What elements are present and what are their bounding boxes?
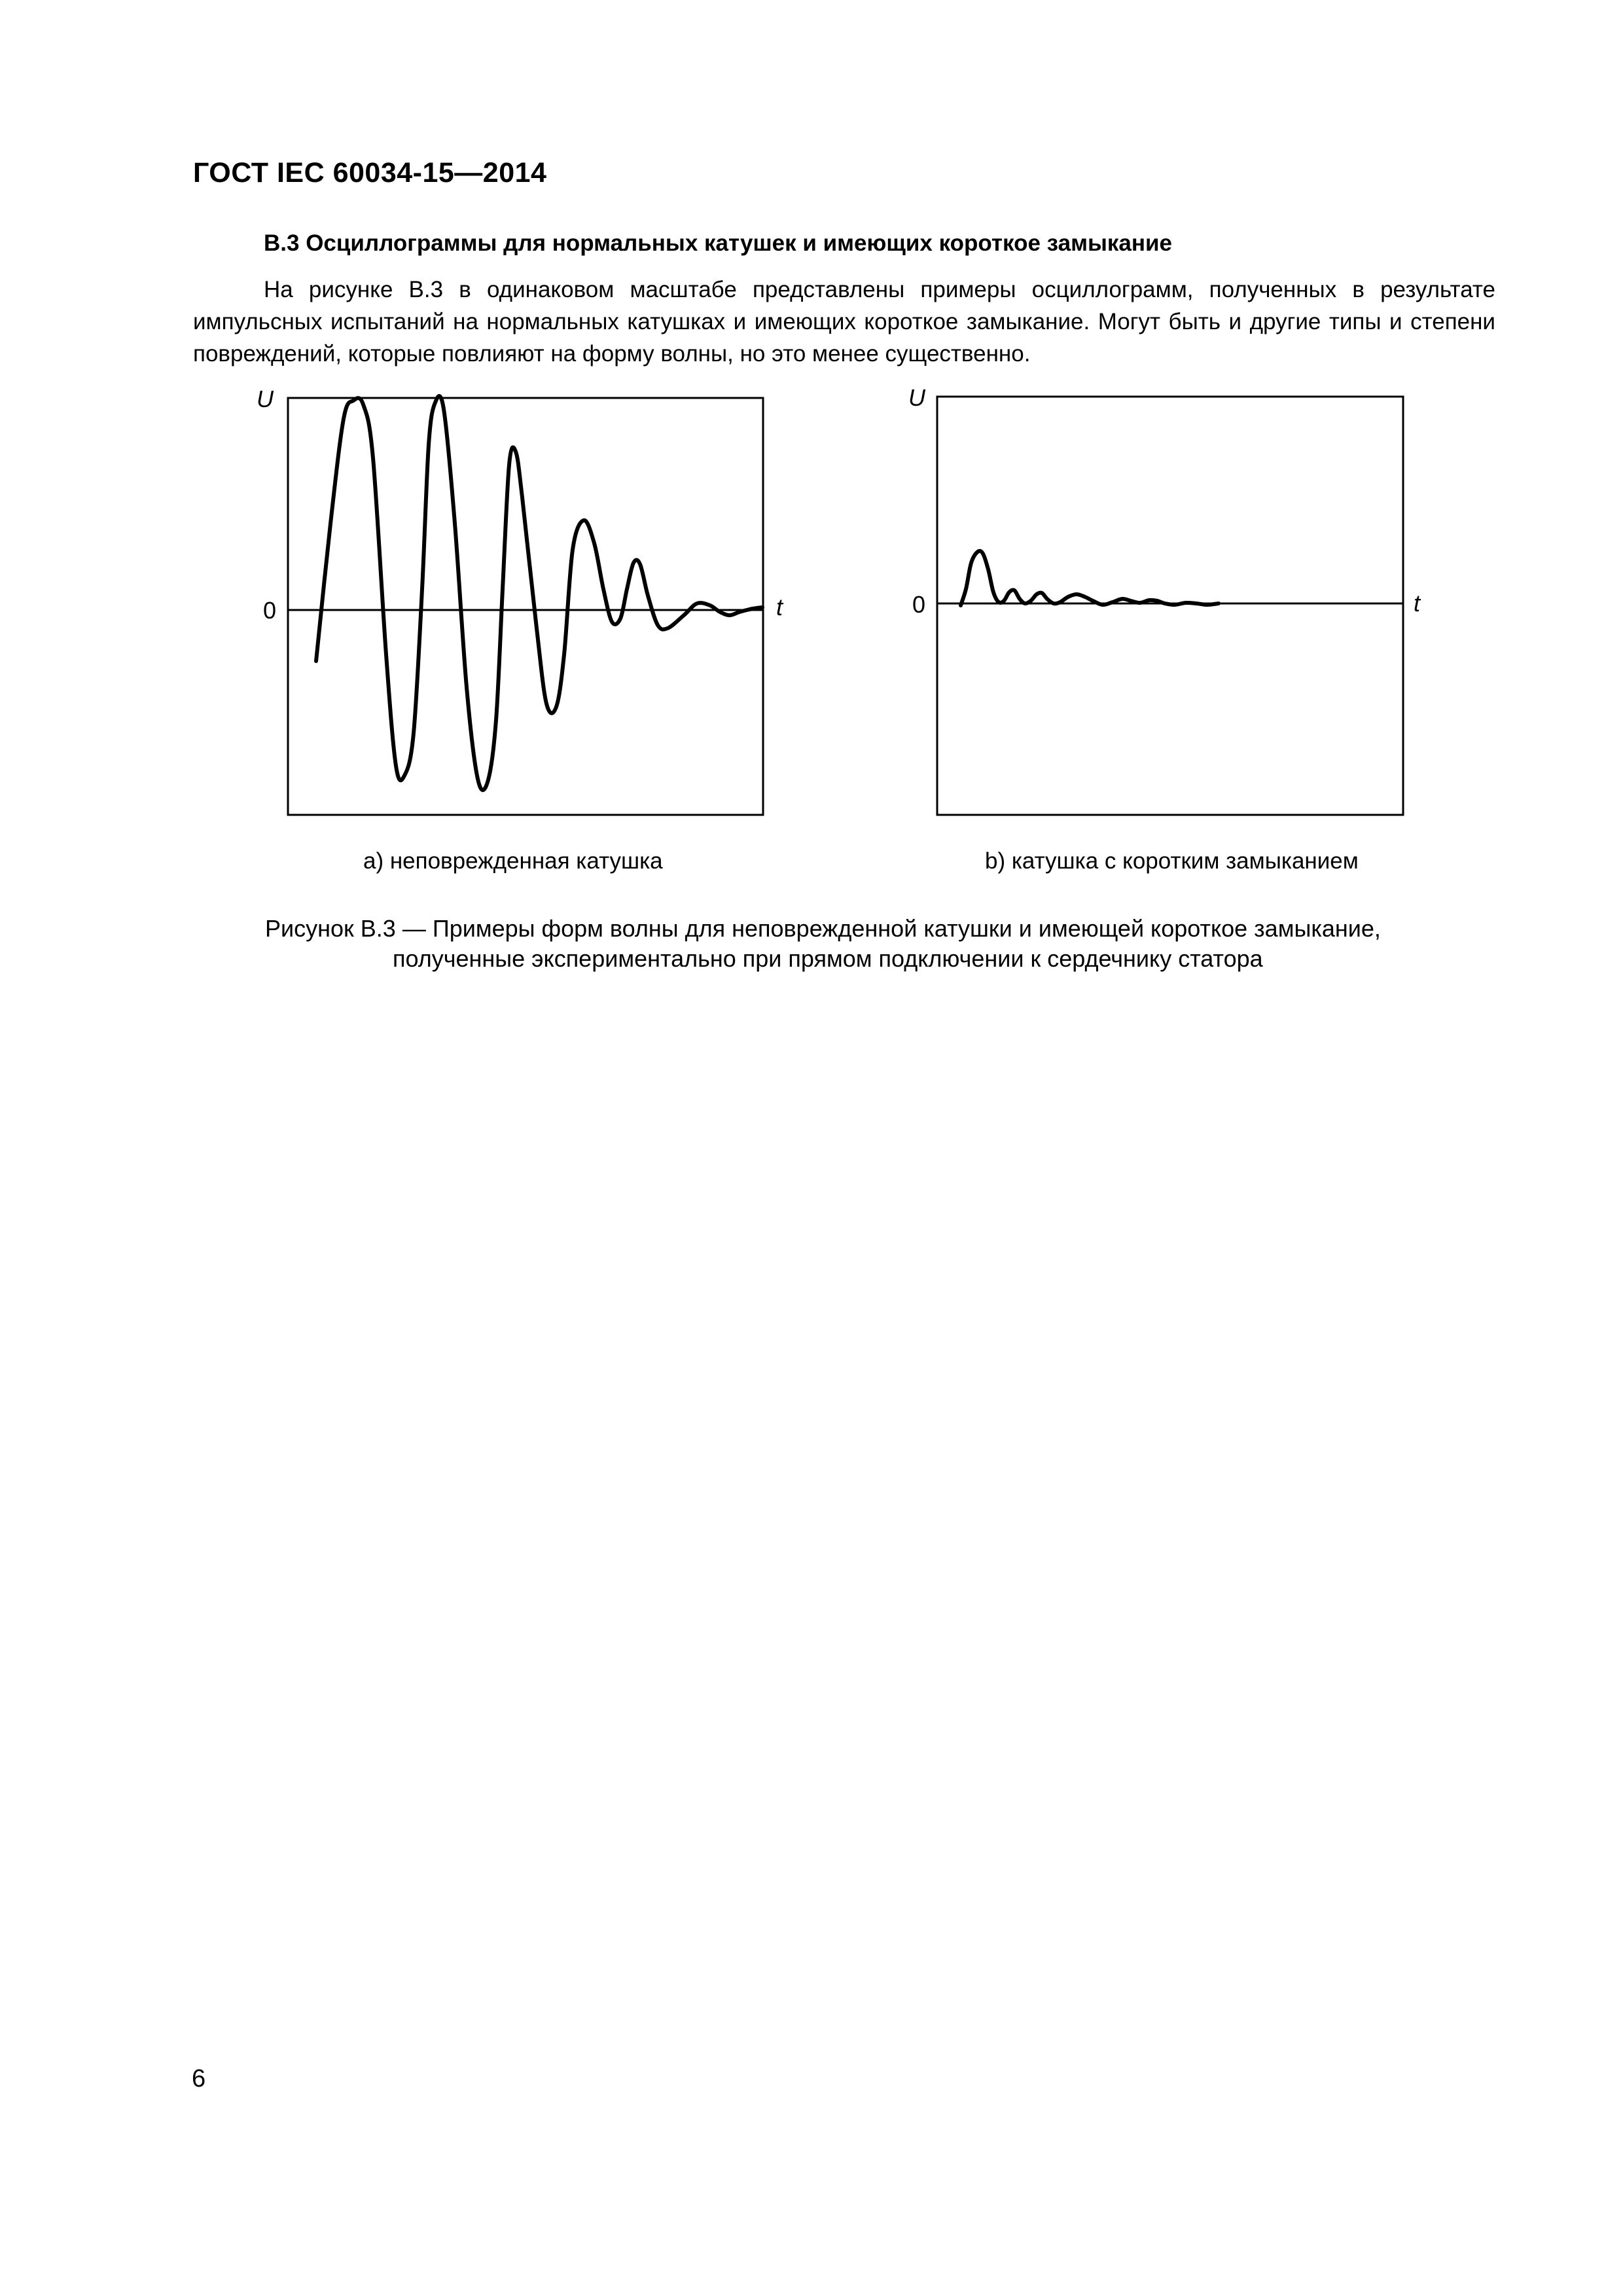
panel-b-x-label: t xyxy=(1414,590,1421,617)
panel-a-waveform xyxy=(316,396,762,790)
document-header: ГОСТ IEC 60034-15—2014 xyxy=(193,157,547,188)
panel-b-caption: b) катушка с коротким замыканием xyxy=(985,848,1359,874)
section-title: B.3 Осциллограммы для нормальных катушек и имеющих короткое замыкание xyxy=(264,230,1172,256)
panel-b-waveform xyxy=(961,551,1219,605)
panel-a-x-label: t xyxy=(776,594,783,620)
panel-b-y-label: U xyxy=(908,384,925,411)
figure-caption-line-2: полученные экспериментально при прямом подключении к сердечнику статора xyxy=(393,945,1263,972)
page-number: 6 xyxy=(192,2065,206,2092)
panel-a-caption: a) неповрежденная катушка xyxy=(363,848,663,874)
body-paragraph: На рисунке В.3 в одинаковом масштабе представлены примеры осциллограмм, полученных в результате импульсных испытаний на нормальных катушках и имеющих короткое замыкание. Могут быть и другие типы и степени повреждений, которые повлияют на форму волны, но это менее существенно. xyxy=(193,277,1495,367)
figure-caption-line-1: Рисунок В.3 — Примеры форм волны для неповрежденной катушки и имеющей короткое замыкание, xyxy=(265,915,1381,942)
figure-b3 xyxy=(0,0,1623,851)
panel-a-zero-label: 0 xyxy=(263,597,277,624)
panel-a-y-label: U xyxy=(257,386,274,412)
panel-b xyxy=(908,384,1421,815)
panel-a xyxy=(257,386,784,815)
panel-b-zero-label: 0 xyxy=(912,591,926,618)
